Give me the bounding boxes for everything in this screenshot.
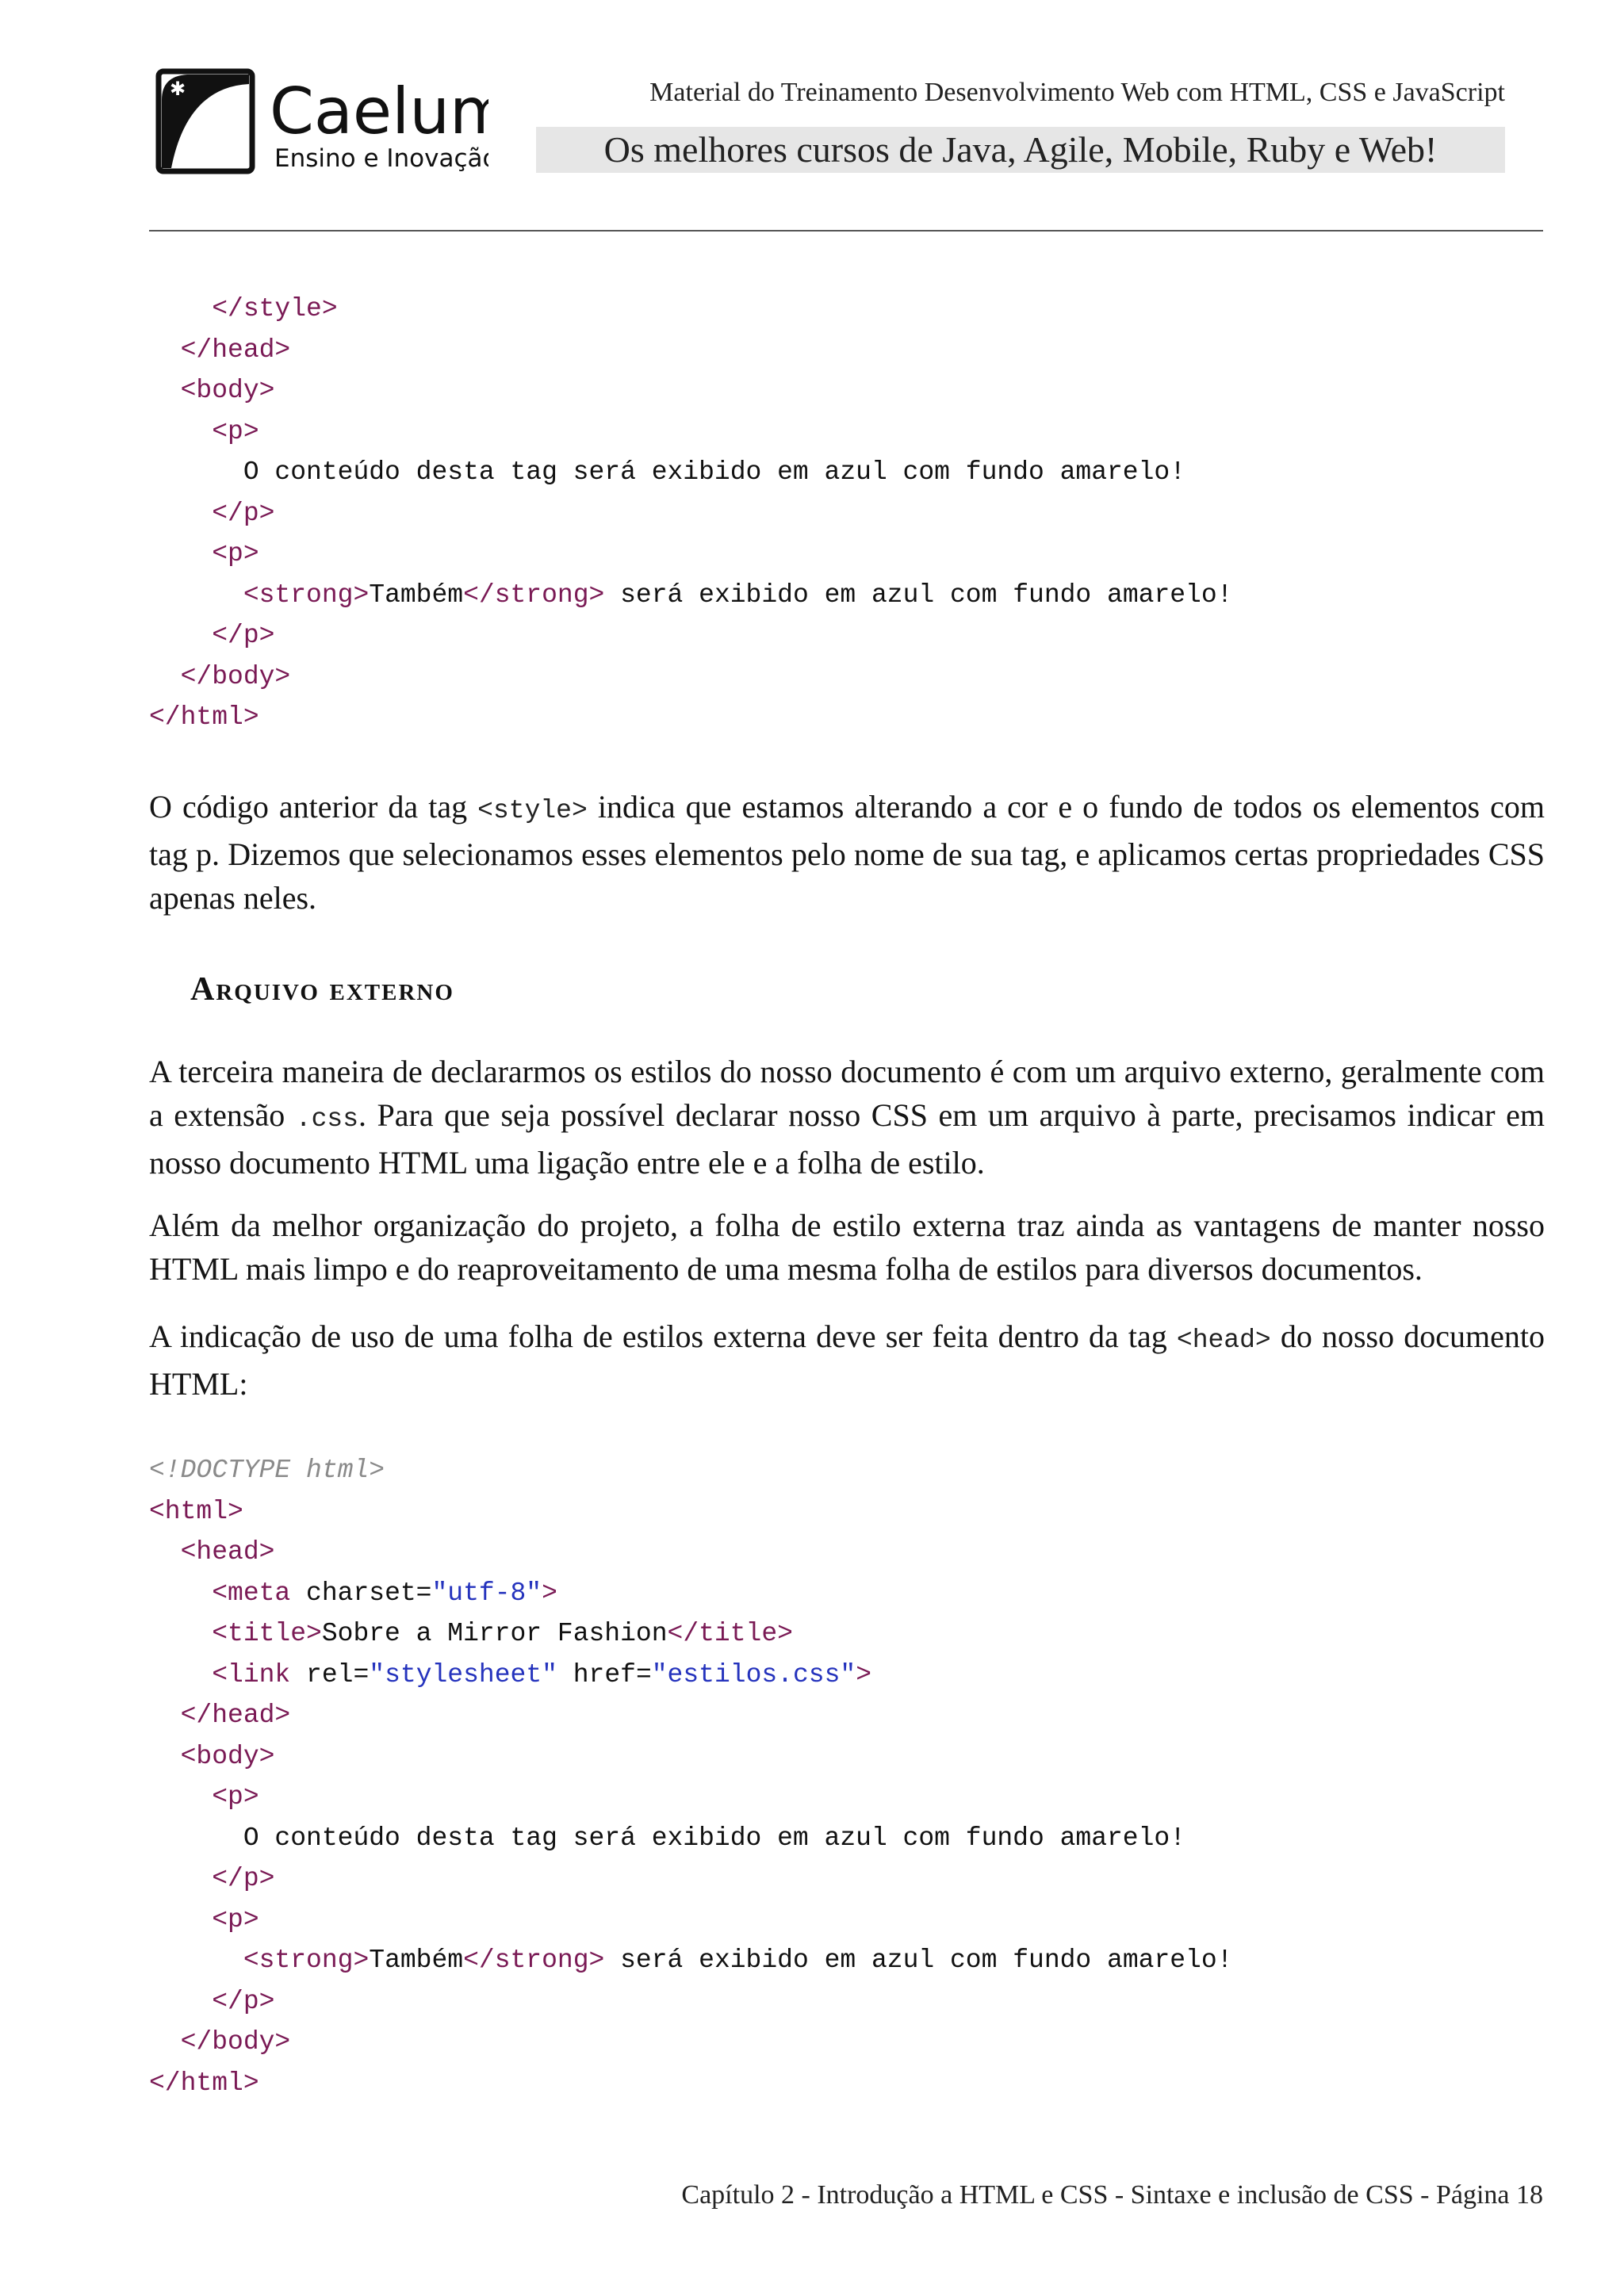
code-line: </p>: [212, 1864, 275, 1893]
code-line: </p>: [212, 1986, 275, 2016]
code-line: </body>: [180, 661, 291, 691]
code-block-style-example: [149, 289, 1232, 738]
page-footer: Capítulo 2 - Introdução a HTML e CSS - Sintaxe e inclusão de CSS - Página 18: [681, 2180, 1543, 2210]
code-line: </head>: [180, 1701, 291, 1730]
code-line: <!DOCTYPE html>: [149, 1456, 385, 1485]
header-divider: [149, 230, 1543, 232]
inline-code: <head>: [1176, 1326, 1271, 1355]
code-line: <body>: [180, 1741, 275, 1771]
code-line: <link rel="stylesheet" href="estilos.css">: [212, 1659, 872, 1689]
code-line: <p>: [212, 1782, 259, 1812]
paragraph-external-file: A terceira maneira de declararmos os estilos do nosso documento é com um arquivo externo, geralmente com a extensão .css. Para que seja possível declarar nosso CSS em um arquivo à parte, precisamos indicar em nosso documento HTML uma ligação entre ele e a folha de estilo.: [149, 1054, 1545, 1181]
code-line: </html>: [149, 2068, 259, 2098]
logo-name: Caelum: [270, 75, 488, 148]
code-line: </body>: [180, 2027, 291, 2057]
code-line: <p>: [212, 539, 259, 568]
code-line: O conteúdo desta tag será exibido em azul com fundo amarelo!: [149, 1823, 1186, 1853]
code-line: <title>Sobre a Mirror Fashion</title>: [212, 1619, 793, 1648]
svg-text:✱: ✱: [170, 78, 186, 100]
code-line: <strong>Também</strong> será exibido em azul com fundo amarelo!: [243, 580, 1233, 610]
training-title: Material do Treinamento Desenvolvimento Web com HTML, CSS e JavaScript: [649, 78, 1505, 107]
code-line: </p>: [212, 498, 275, 528]
code-line: <head>: [180, 1537, 275, 1567]
paragraph-style-explanation: O código anterior da tag <style> indica que estamos alterando a cor e o fundo de todos os elementos com tag p. Dizemos que selecionamos esses elementos pelo nome de sua tag, e aplicamos certas propriedades CSS apenas neles.: [149, 789, 1545, 916]
paragraph-advantages: Além da melhor organização do projeto, a folha de estilo externa traz ainda as vantagens de manter nosso HTML mais limpo e do reaproveitamento de uma mesma folha de estilos para diversos documentos.: [149, 1207, 1545, 1287]
inline-code: <style>: [477, 796, 588, 825]
code-line: <p>: [212, 1904, 259, 1934]
logo-tagline: Ensino e Inovação: [274, 144, 488, 173]
section-heading: Arquivo externo: [190, 971, 454, 1008]
code-line: <html>: [149, 1496, 243, 1526]
inline-code: .css: [295, 1104, 358, 1134]
code-line: O conteúdo desta tag será exibido em azul com fundo amarelo!: [149, 457, 1186, 487]
header-banner: Os melhores cursos de Java, Agile, Mobile, Ruby e Web!: [536, 127, 1505, 173]
code-line: </p>: [212, 621, 275, 650]
code-line: </html>: [149, 702, 259, 732]
code-line: <meta charset="utf-8">: [212, 1578, 557, 1608]
paragraph-head-indication: A indicação de uso de uma folha de estilos externa deve ser feita dentro da tag <head> do nosso documento HTML:: [149, 1318, 1545, 1402]
caelum-logo: [155, 68, 488, 179]
code-block-external-stylesheet: [149, 1450, 1232, 2103]
code-line: <strong>Também</strong> será exibido em azul com fundo amarelo!: [243, 1946, 1233, 1975]
code-line: <body>: [180, 376, 275, 405]
code-line: </head>: [180, 335, 291, 365]
code-line: </style>: [212, 294, 338, 323]
code-line: <p>: [212, 416, 259, 446]
